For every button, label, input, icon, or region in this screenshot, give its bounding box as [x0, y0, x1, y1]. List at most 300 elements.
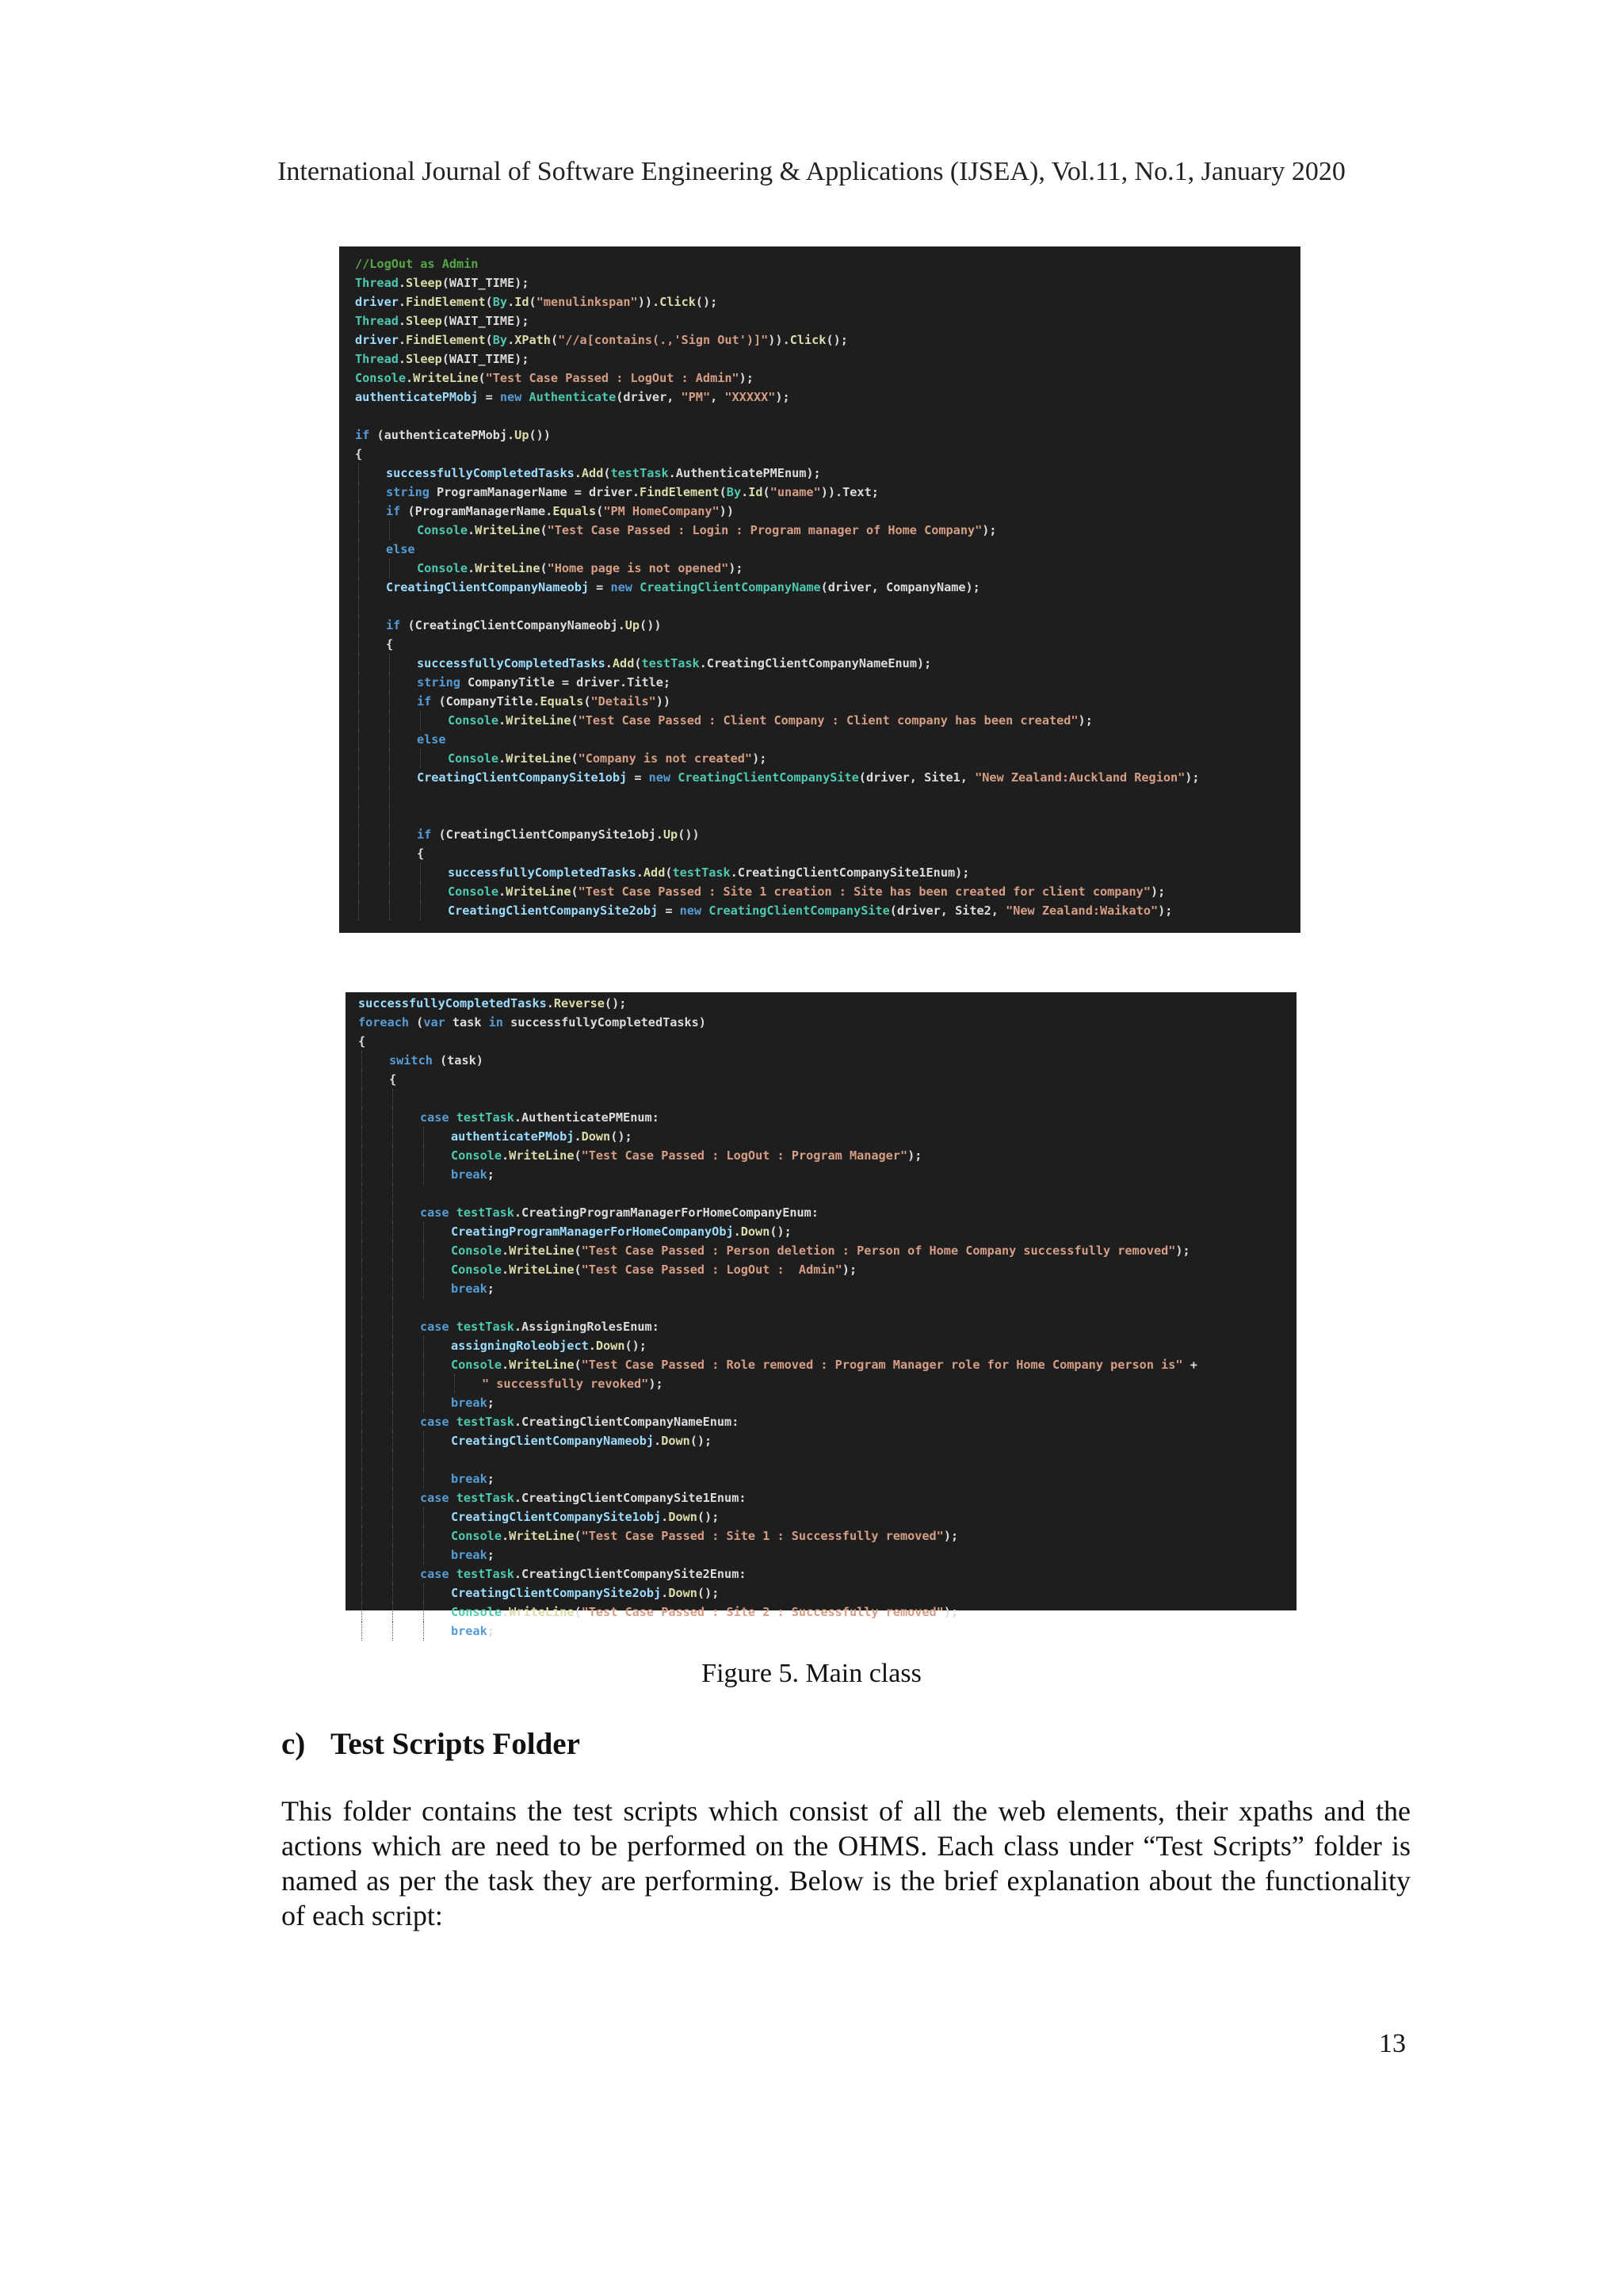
code-token: Sleep	[406, 276, 442, 290]
indent-guide	[423, 1584, 424, 1603]
code-token: (	[540, 523, 548, 537]
code-line	[346, 1165, 1296, 1184]
code-token: (	[574, 1263, 582, 1277]
section-title: Test Scripts Folder	[330, 1727, 580, 1761]
indent-guide	[361, 1355, 362, 1374]
code-token: .	[507, 295, 515, 309]
code-line	[339, 711, 1300, 730]
code-token: (CreatingClientCompanySite1obj.	[431, 827, 663, 842]
code-token: Thread	[355, 276, 399, 290]
code-token: (CompanyTitle.	[431, 694, 540, 709]
code-token: ;	[487, 1282, 495, 1296]
code-token: {	[389, 1072, 397, 1087]
code-token: .	[605, 656, 613, 670]
indent-guide	[392, 1317, 393, 1336]
code-token: WriteLine	[413, 371, 479, 385]
code-token: break	[451, 1624, 487, 1638]
code-line	[346, 1622, 1296, 1641]
code-token: .	[546, 996, 554, 1010]
code-token: (driver, Site2,	[889, 904, 1006, 918]
indent-guide	[389, 654, 390, 673]
indent-guide	[358, 559, 359, 578]
code-line	[339, 654, 1300, 673]
indent-guide	[361, 1584, 362, 1603]
indent-guide	[423, 1431, 424, 1450]
indent-guide	[361, 1317, 362, 1336]
code-line	[339, 882, 1300, 901]
code-token: ();	[826, 333, 848, 347]
code-line	[339, 464, 1300, 483]
code-token: WriteLine	[509, 1148, 575, 1163]
code-token: Add	[643, 865, 666, 880]
code-token: .	[468, 523, 475, 537]
code-token: By	[492, 295, 508, 309]
indent-guide	[361, 1622, 362, 1641]
code-token: Thread	[355, 314, 399, 328]
section-heading	[281, 1726, 580, 1762]
indent-guide	[361, 1526, 362, 1545]
code-token: case	[420, 1110, 449, 1125]
indent-guide	[392, 1165, 393, 1184]
indent-guide	[361, 1070, 362, 1089]
code-token: );	[648, 1377, 663, 1391]
code-token: .	[502, 1244, 510, 1258]
code-token: Thread	[355, 352, 399, 366]
code-token	[449, 1567, 456, 1581]
indent-guide	[423, 1603, 424, 1622]
code-line	[346, 1051, 1296, 1070]
code-token	[449, 1415, 456, 1429]
code-token: testTask	[456, 1567, 514, 1581]
code-line	[346, 1032, 1296, 1051]
indent-guide	[358, 673, 359, 692]
indent-guide	[392, 1184, 393, 1203]
code-token: (driver, Site1,	[858, 770, 976, 785]
code-token: CreatingClientCompanySite	[678, 770, 859, 785]
code-token: CreatingClientCompanyName	[640, 580, 821, 594]
indent-guide	[392, 1336, 393, 1355]
indent-guide	[389, 749, 390, 768]
code-line	[346, 1222, 1296, 1241]
indent-guide	[358, 635, 359, 654]
code-line	[339, 330, 1300, 350]
figure-caption: Figure 5. Main class	[701, 1659, 922, 1688]
code-token: ;	[487, 1167, 495, 1182]
indent-guide	[358, 692, 359, 711]
code-token: (	[634, 656, 642, 670]
code-line	[346, 1545, 1296, 1564]
code-token: case	[420, 1567, 449, 1581]
code-token: ;	[487, 1548, 495, 1562]
code-token: (authenticatePMobj.	[369, 428, 515, 442]
code-token: .CreatingClientCompanySite1Enum);	[730, 865, 970, 880]
indent-guide	[361, 1260, 362, 1279]
code-token: Up	[663, 827, 678, 842]
code-token: ())	[529, 428, 551, 442]
code-line	[339, 844, 1300, 863]
indent-guide	[389, 673, 390, 692]
indent-guide	[358, 882, 359, 901]
code-line	[339, 388, 1300, 407]
indent-guide	[423, 1450, 424, 1469]
code-token: .	[574, 466, 582, 480]
code-token: ();	[689, 1434, 712, 1448]
indent-guide	[358, 901, 359, 920]
code-line	[346, 994, 1296, 1013]
code-token: successfullyCompletedTasks	[448, 865, 636, 880]
code-token: (	[574, 1605, 582, 1619]
code-line	[346, 1241, 1296, 1260]
indent-guide	[361, 1298, 362, 1317]
code-token: Console	[417, 561, 468, 575]
indent-guide	[358, 578, 359, 597]
code-token: testTask	[456, 1491, 514, 1505]
code-token: successfullyCompletedTasks)	[502, 1015, 706, 1030]
code-token: case	[420, 1320, 449, 1334]
code-token: Console	[451, 1605, 502, 1619]
code-token: WriteLine	[509, 1263, 575, 1277]
code-token: CreatingProgramManagerForHomeCompanyObj	[451, 1224, 734, 1239]
code-line	[339, 483, 1300, 502]
code-token: (	[409, 1015, 424, 1030]
code-line	[346, 1507, 1296, 1526]
code-token: "Test Case Passed : Person deletion : Person of Home Company successfully removed"	[581, 1244, 1176, 1258]
indent-guide	[392, 1089, 393, 1108]
indent-guide	[423, 1279, 424, 1298]
indent-guide	[389, 806, 390, 825]
code-token: Down	[668, 1510, 697, 1524]
indent-guide	[358, 863, 359, 882]
code-token: );	[1078, 713, 1093, 728]
indent-guide	[392, 1564, 393, 1584]
code-token: ();	[695, 295, 718, 309]
code-token: (	[574, 1148, 582, 1163]
code-token: Console	[448, 884, 499, 899]
code-token: authenticatePMobj	[451, 1129, 575, 1144]
code-line	[339, 521, 1300, 540]
code-token: .AuthenticatePMEnum);	[668, 466, 821, 480]
code-token: Console	[451, 1358, 502, 1372]
code-token: authenticatePMobj	[355, 390, 479, 404]
code-token: .AuthenticatePMEnum:	[514, 1110, 659, 1125]
code-token: else	[386, 542, 415, 556]
code-token: break	[451, 1396, 487, 1410]
indent-guide	[454, 1374, 455, 1393]
indent-guide	[389, 559, 390, 578]
indent-guide	[423, 1241, 424, 1260]
code-line	[346, 1070, 1296, 1089]
code-token: break	[451, 1282, 487, 1296]
indent-guide	[361, 1393, 362, 1412]
code-token: ())	[678, 827, 700, 842]
code-line	[339, 292, 1300, 311]
code-token: .	[661, 1586, 669, 1600]
code-token: WriteLine	[509, 1529, 575, 1543]
code-screenshot-top	[339, 246, 1300, 933]
code-token: );	[1150, 884, 1166, 899]
code-line	[339, 273, 1300, 292]
code-token: .	[574, 1129, 582, 1144]
indent-guide	[420, 882, 421, 901]
code-token: "menulinkspan"	[536, 295, 638, 309]
code-token: ();	[610, 1129, 632, 1144]
indent-guide	[423, 1165, 424, 1184]
code-line	[339, 311, 1300, 330]
indent-guide	[358, 464, 359, 483]
code-line	[339, 254, 1300, 273]
code-token: new	[499, 390, 522, 404]
code-line	[346, 1260, 1296, 1279]
code-line	[339, 350, 1300, 369]
indent-guide	[361, 1412, 362, 1431]
indent-guide	[420, 901, 421, 920]
indent-guide	[420, 863, 421, 882]
code-token: (	[478, 371, 486, 385]
code-token: Id	[748, 485, 763, 499]
indent-guide	[358, 502, 359, 521]
code-token: new	[648, 770, 671, 785]
indent-guide	[361, 1127, 362, 1146]
indent-guide	[423, 1469, 424, 1488]
code-token: foreach	[358, 1015, 410, 1030]
indent-guide	[392, 1545, 393, 1564]
code-token: "Test Case Passed : LogOut : Admin"	[581, 1263, 842, 1277]
indent-guide	[389, 825, 390, 844]
code-token: );	[1158, 904, 1173, 918]
code-token: .	[502, 1263, 510, 1277]
code-token: ))	[655, 694, 671, 709]
code-token: WriteLine	[506, 751, 571, 766]
indent-guide	[423, 1622, 424, 1641]
code-line	[346, 1298, 1296, 1317]
code-token: assigningRoleobject	[451, 1339, 589, 1353]
code-token: Console	[451, 1244, 502, 1258]
code-token: (	[596, 504, 604, 518]
code-token: +	[1182, 1358, 1197, 1372]
code-token: Down	[595, 1339, 625, 1353]
code-token: Up	[514, 428, 529, 442]
indent-guide	[358, 806, 359, 825]
indent-guide	[392, 1603, 393, 1622]
code-token: switch	[389, 1053, 433, 1068]
code-token: (	[485, 333, 493, 347]
code-token: CompanyTitle = driver.Title;	[460, 675, 671, 690]
indent-guide	[392, 1298, 393, 1317]
code-token: ))	[719, 504, 734, 518]
code-token: Click	[789, 333, 827, 347]
code-token	[701, 904, 708, 918]
code-token: case	[420, 1415, 449, 1429]
code-token: .	[502, 1148, 510, 1163]
code-token: .	[741, 485, 749, 499]
code-token: testTask	[456, 1320, 514, 1334]
code-token: .	[636, 865, 643, 880]
indent-guide	[389, 711, 390, 730]
code-token: .	[406, 371, 414, 385]
code-token: FindElement	[406, 295, 486, 309]
code-token: =	[627, 770, 649, 785]
code-token: break	[451, 1548, 487, 1562]
indent-guide	[392, 1279, 393, 1298]
code-token: (	[571, 751, 579, 766]
code-token: ();	[624, 1339, 647, 1353]
indent-guide	[389, 901, 390, 920]
code-token	[449, 1205, 456, 1220]
code-token: "New Zealand:Waikato"	[1006, 904, 1159, 918]
indent-guide	[423, 1336, 424, 1355]
code-token: "PM"	[681, 390, 711, 404]
code-token: if	[417, 827, 432, 842]
indent-guide	[392, 1374, 393, 1393]
code-token: (	[550, 333, 559, 347]
code-token: =	[478, 390, 500, 404]
code-token: WriteLine	[506, 713, 571, 728]
code-token: CreatingClientCompanySite1obj	[451, 1510, 662, 1524]
code-token: );	[752, 751, 767, 766]
indent-guide	[361, 1146, 362, 1165]
indent-guide	[392, 1412, 393, 1431]
indent-guide	[361, 1203, 362, 1222]
indent-guide	[392, 1203, 393, 1222]
indent-guide	[389, 863, 390, 882]
indent-guide	[361, 1222, 362, 1241]
code-token: ;	[487, 1624, 495, 1638]
code-token: if	[386, 618, 401, 632]
code-token: (	[540, 561, 548, 575]
indent-guide	[361, 1108, 362, 1127]
indent-guide	[392, 1469, 393, 1488]
indent-guide	[392, 1127, 393, 1146]
code-line	[346, 1584, 1296, 1603]
code-token: ;	[487, 1472, 495, 1486]
indent-guide	[392, 1450, 393, 1469]
code-token: " successfully revoked"	[482, 1377, 649, 1391]
code-token: else	[417, 732, 446, 747]
code-token: ();	[697, 1586, 720, 1600]
code-token: (	[583, 694, 591, 709]
code-token: Sleep	[406, 314, 442, 328]
code-token: ();	[604, 996, 627, 1010]
indent-guide	[389, 521, 390, 540]
code-token: "Home page is not opened"	[547, 561, 729, 575]
code-token: testTask	[610, 466, 669, 480]
code-line	[339, 502, 1300, 521]
code-token: testTask	[456, 1110, 514, 1125]
code-token: WriteLine	[475, 523, 540, 537]
code-token: .CreatingClientCompanySite2Enum:	[514, 1567, 747, 1581]
code-token: .	[398, 314, 407, 328]
code-line	[339, 692, 1300, 711]
code-token: "PM HomeCompany"	[603, 504, 720, 518]
code-token: Add	[612, 656, 635, 670]
code-token: break	[451, 1167, 487, 1182]
code-line	[346, 1431, 1296, 1450]
body-paragraph: This folder contains the test scripts which consist of all the web elements, their xpaths and the actions which are need to be performed on the OHMS. Each class under “Test Scripts” folder is named as per the task they are performing. Below is the brief explanation about the functionality of each script:	[281, 1795, 1411, 1931]
indent-guide	[358, 825, 359, 844]
code-token: "Test Case Passed : LogOut : Program Manager"	[581, 1148, 908, 1163]
code-token: .	[502, 1605, 510, 1619]
indent-guide	[358, 521, 359, 540]
code-token: XPath	[514, 333, 551, 347]
code-token: "XXXXX"	[724, 390, 776, 404]
code-token: (	[574, 1529, 582, 1543]
code-token: {	[386, 637, 394, 651]
indent-guide	[361, 1603, 362, 1622]
indent-guide	[392, 1222, 393, 1241]
code-token: Down	[581, 1129, 611, 1144]
indent-guide	[358, 597, 359, 616]
code-token: );	[842, 1263, 857, 1277]
indent-guide	[389, 787, 390, 806]
code-token: Up	[624, 618, 640, 632]
indent-guide	[358, 654, 359, 673]
code-token: By	[726, 485, 742, 499]
indent-guide	[389, 844, 390, 863]
section-marker: c)	[281, 1727, 306, 1761]
code-token: .	[502, 1358, 510, 1372]
code-token: WriteLine	[509, 1244, 575, 1258]
code-token: WriteLine	[475, 561, 540, 575]
code-line	[346, 1488, 1296, 1507]
code-token: =	[589, 580, 611, 594]
code-token: "Test Case Passed : Site 1 creation : Site has been created for client company"	[578, 884, 1151, 899]
indent-guide	[358, 711, 359, 730]
code-token: (	[603, 466, 611, 480]
code-token: .	[654, 1434, 662, 1448]
code-token: .	[498, 751, 506, 766]
code-token: driver	[355, 333, 399, 347]
indent-guide	[358, 787, 359, 806]
code-token: "Test Case Passed : LogOut : Admin"	[485, 371, 739, 385]
code-token	[632, 580, 640, 594]
code-line	[339, 825, 1300, 844]
code-line	[346, 1089, 1296, 1108]
code-token: "Test Case Passed : Role removed : Program Manager role for Home Company person is"	[581, 1358, 1183, 1372]
indent-guide	[423, 1127, 424, 1146]
indent-guide	[392, 1146, 393, 1165]
indent-guide	[361, 1545, 362, 1564]
code-token: if	[417, 694, 432, 709]
code-token: {	[355, 447, 363, 461]
code-token: .	[398, 333, 407, 347]
code-token: case	[420, 1491, 449, 1505]
code-token: "Details"	[590, 694, 656, 709]
code-token: );	[907, 1148, 922, 1163]
code-line	[339, 730, 1300, 749]
code-token: testTask	[672, 865, 731, 880]
indent-guide	[358, 483, 359, 502]
code-token: WriteLine	[509, 1358, 575, 1372]
code-token: Equals	[540, 694, 584, 709]
code-token: ;	[487, 1396, 495, 1410]
code-line	[346, 1526, 1296, 1545]
code-token: (	[762, 485, 770, 499]
indent-guide	[361, 1469, 362, 1488]
code-line	[339, 673, 1300, 692]
indent-guide	[392, 1241, 393, 1260]
code-token: .	[502, 1529, 510, 1543]
code-token: .	[498, 713, 506, 728]
code-token: (driver,	[616, 390, 682, 404]
code-token: (	[485, 295, 493, 309]
code-token: );	[982, 523, 997, 537]
code-token: Console	[451, 1148, 502, 1163]
code-line	[339, 901, 1300, 920]
code-token: (WAIT_TIME);	[441, 314, 529, 328]
code-token: WriteLine	[509, 1605, 575, 1619]
indent-guide	[358, 616, 359, 635]
indent-guide	[361, 1431, 362, 1450]
